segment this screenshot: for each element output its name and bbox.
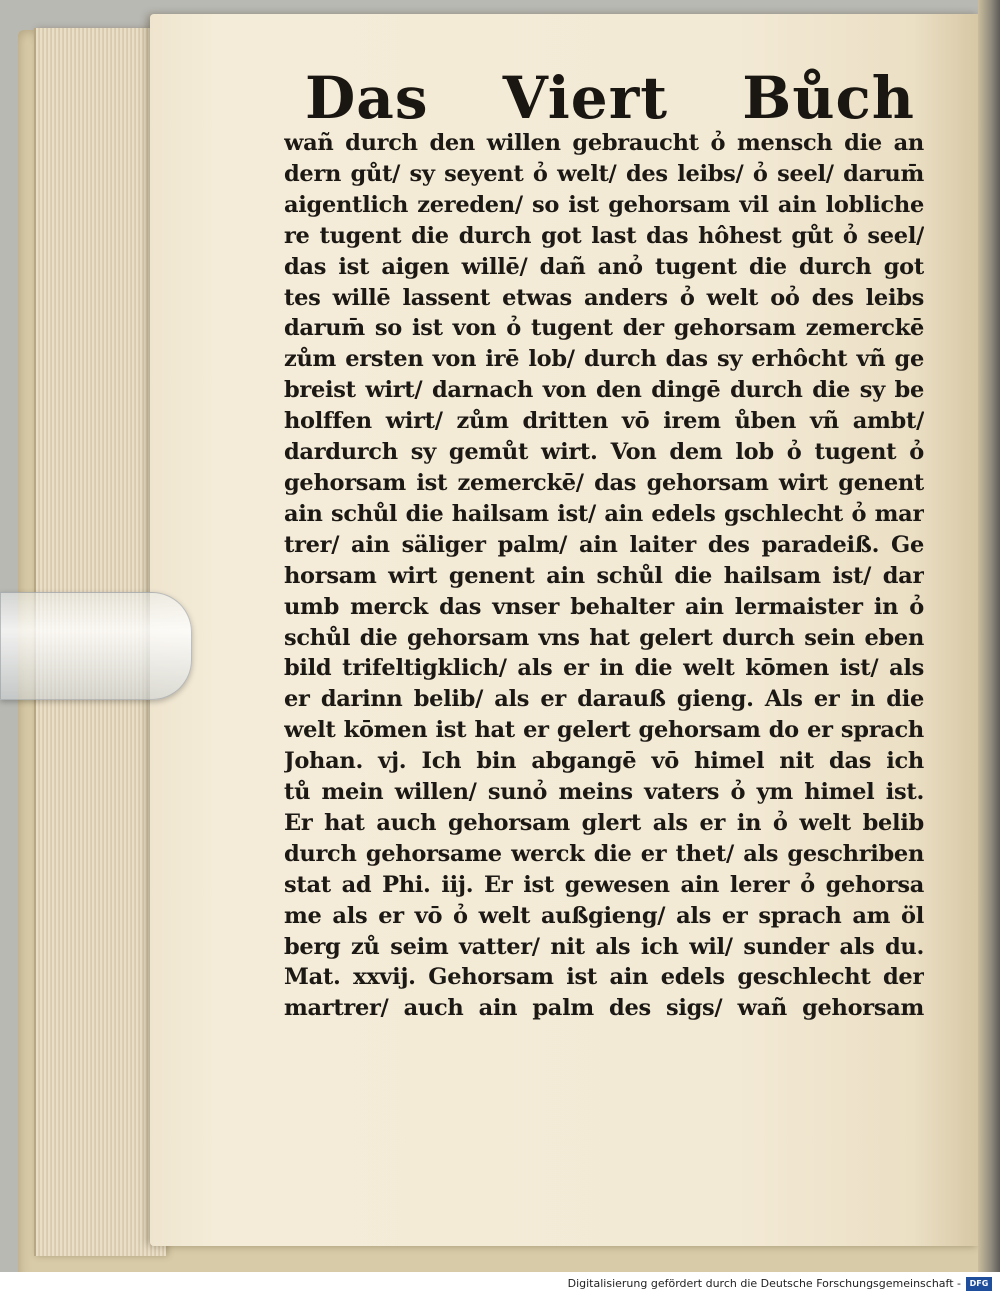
text-line: dern gůt/ sy seyent ỏ welt/ des leibs/ ỏ seel/ darum̄	[284, 160, 924, 187]
text-line: tů mein willen/ sunỏ meins vaters ỏ ym himel ist.	[284, 779, 924, 806]
text-line: berg zů seim vatter/ nit als ich wil/ sunder als du.	[284, 933, 924, 960]
text-line: schůl die gehorsam vns hat gelert durch sein eben	[284, 624, 924, 651]
text-line: Er hat auch gehorsam glert als er in ỏ welt belib	[284, 809, 924, 836]
text-line: stat ad Phi. iij. Er ist gewesen ain lerer ỏ gehorsa	[284, 871, 924, 898]
text-line: trer/ ain säliger palm/ ain laiter des paradeiß. Ge	[284, 531, 924, 558]
text-line: er darinn belib/ als er darauß gieng. Als er in die	[284, 686, 924, 713]
text-line: me als er vō ỏ welt außgieng/ als er sprach am öl	[284, 902, 924, 929]
text-line: zům ersten von irē lob/ durch das sy erhôcht vñ ge	[284, 346, 924, 373]
running-head-center: Viert	[502, 64, 669, 132]
text-line: ain schůl die hailsam ist/ ain edels gschlecht ỏ mar	[284, 500, 924, 527]
glass-page-weight	[0, 592, 192, 700]
text-line: wañ durch den willen gebraucht ỏ mensch die an	[284, 130, 924, 156]
text-line: Johan. vj. Ich bin abgangē vō himel nit das ich	[284, 748, 924, 775]
footer-credit-text: Digitalisierung gefördert durch die Deutsche Forschungsgemeinschaft -	[567, 1277, 961, 1290]
text-line: durch gehorsame werck die er thet/ als geschriben	[284, 840, 924, 867]
book-gutter	[978, 0, 1000, 1295]
text-line: dardurch sy gemůt wirt. Von dem lob ỏ tugent ỏ	[284, 439, 924, 466]
footer-credit-bar	[0, 1272, 1000, 1295]
text-line: tes willē lassent etwas anders ỏ welt oỏ des leibs	[284, 284, 924, 311]
text-line: re tugent die durch got last das hôhest gůt ỏ seel/	[284, 222, 924, 249]
text-line: martrer/ auch ain palm des sigs/ wañ gehorsam	[284, 995, 924, 1022]
text-line: umb merck das vnser behalter ain lermaister in ỏ	[284, 593, 924, 620]
running-head-right: Bůch	[742, 64, 915, 132]
text-line: aigentlich zereden/ so ist gehorsam vil ain lobliche	[284, 191, 924, 218]
running-head-left: Das	[305, 64, 429, 132]
running-head	[305, 64, 915, 132]
text-line: horsam wirt genent ain schůl die hailsam ist/ dar	[284, 562, 924, 589]
text-line: gehorsam ist zemerckē/ das gehorsam wirt genent	[284, 469, 924, 496]
text-line: das ist aigen willē/ dañ anỏ tugent die durch got	[284, 253, 924, 280]
text-block	[284, 128, 924, 1024]
text-line: bild trifeltigklich/ als er in die welt kōmen ist/ als	[284, 655, 924, 682]
dfg-logo: DFG	[966, 1277, 992, 1291]
text-line: welt kōmen ist hat er gelert gehorsam do er sprach	[284, 717, 924, 744]
text-line: Mat. xxvij. Gehorsam ist ain edels geschlecht der	[284, 964, 924, 991]
text-line: darum̄ so ist von ỏ tugent der gehorsam zemerckē	[284, 315, 924, 342]
text-line: holffen wirt/ zům dritten vō irem ůben vñ ambt/	[284, 408, 924, 435]
text-line: breist wirt/ darnach von den dingē durch die sy be	[284, 377, 924, 404]
